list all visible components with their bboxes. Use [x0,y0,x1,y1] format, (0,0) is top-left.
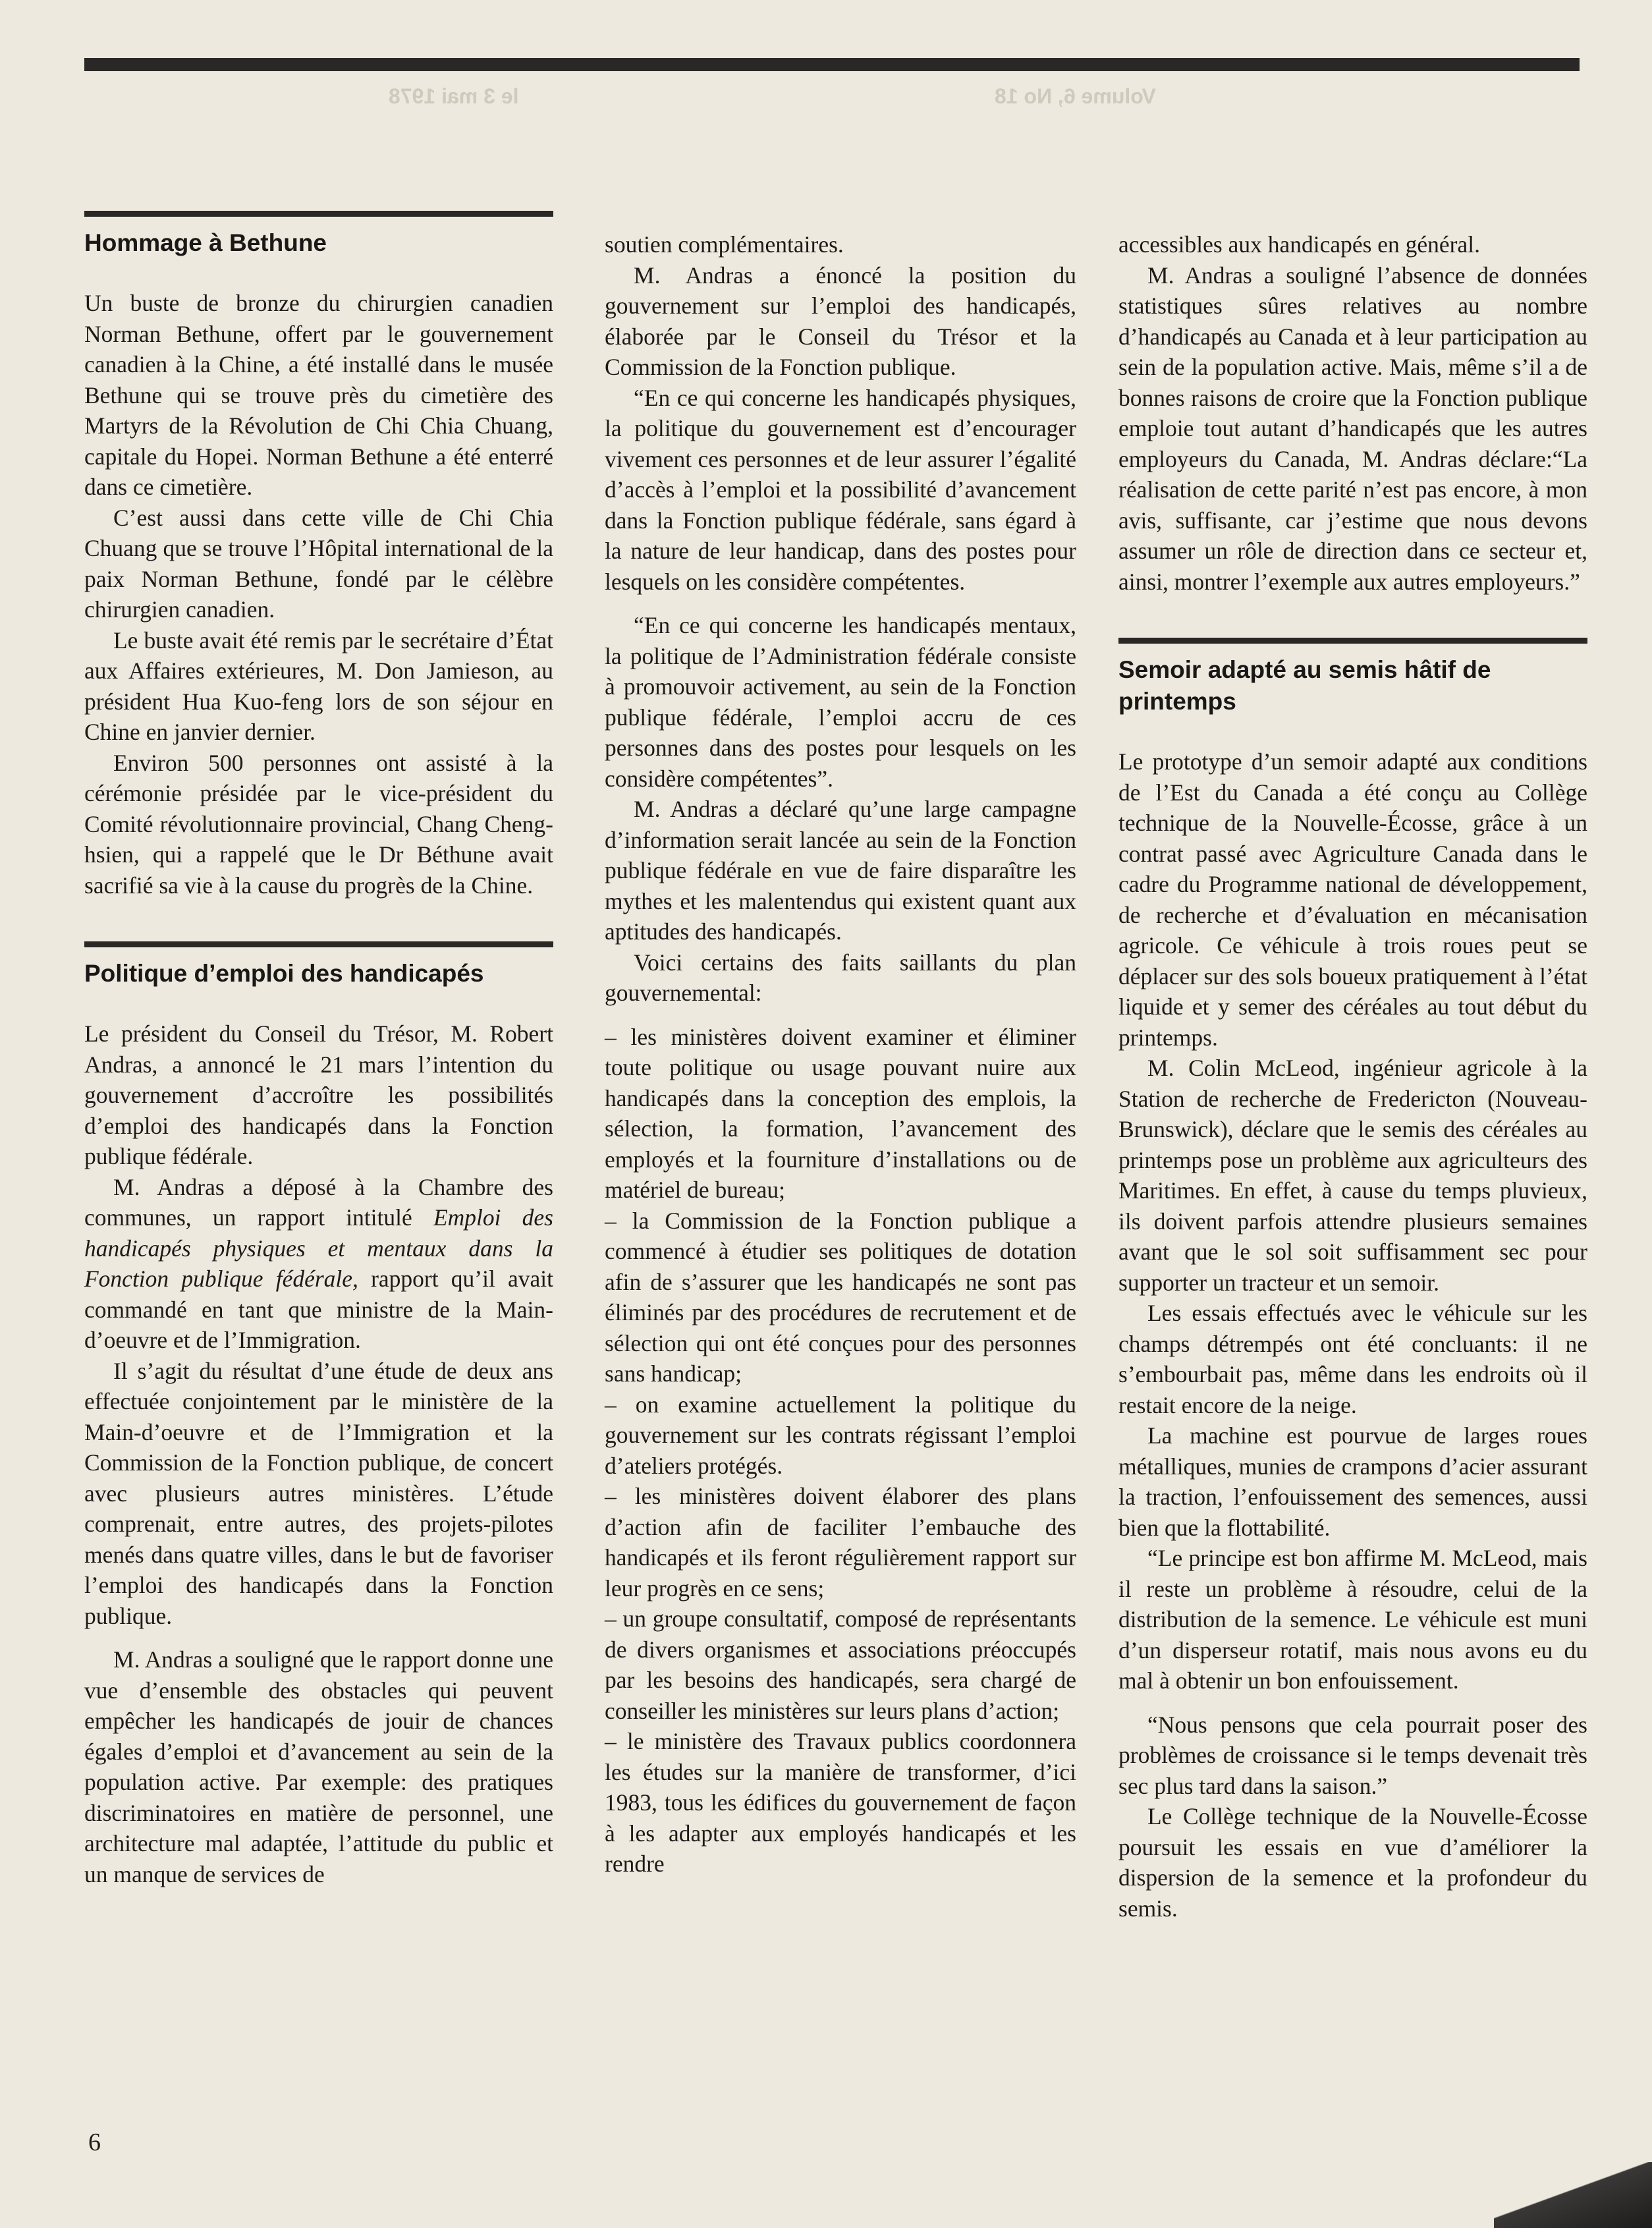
paragraph: Le buste avait été remis par le secrétaire d’État aux Affaires extérieures, M. Don Jamieson, au président Hua Kuo-feng lors de son séjour en Chine en janvier dernier. [84,627,553,745]
paragraph: Les essais effectués avec le véhicule sur les champs détrempés ont été concluants: il ne s’embourbait pas, même dans les endroits où il restait encore de la neige. [1118,1300,1587,1418]
paragraph: M. Colin McLeod, ingénieur agricole à la Station de recherche de Fredericton (Nouveau-Brunswick), déclare que le semis des céréales au printemps pose un problème aux agriculteurs des Maritimes. En effet, à cause du temps pluvieux, ils doivent parfois attendre plusieurs semaines avant que le sol soit suffisamment sec pour supporter un tracteur et un semoir. [1118,1055,1587,1296]
article-title-semoir: Semoir adapté au semis hâtif de printemps [1118,656,1491,715]
list-item: – les ministères doivent examiner et éliminer toute politique ou usage pouvant nuire aux handicapés dans la conception des emplois, la sélection, la formation, l’avancement des employés et la fourniture d’installations ou de matériel de bureau; [605,1023,1076,1203]
paragraph: Voici certains des faits saillants du plan gouvernemental: [605,949,1076,1006]
paragraph: soutien complémentaires. [605,231,844,258]
report-title: Emploi des handicapés physiques et mentaux dans la Fonction publique fédérale, [84,1204,553,1292]
paragraph: M. Andras a souligné que le rapport donne une vue d’ensemble des obstacles qui peuvent empêcher les handicapés de jouir de chances égales d’emploi et d’avancement au sein de la population active. Par exemple: des pratiques discriminatoires en matière de personnel, une architecture mal adaptée, l’attitude du public et un manque de services de [84,1646,553,1887]
paragraph: Le prototype d’un semoir adapté aux conditions de l’Est du Canada a été conçu au Collège technique de la Nouvelle-Écosse, grâce à un contrat passé avec Agriculture Canada dans le cadre du Programme national de développement, de recherche et d’évaluation en mécanisation agricole. Ce véhicule à trois roues peut se déplacer sur des sols boueux pratiquement à l’état liquide et y semer des céréales au tout début du printemps. [1118,748,1587,1051]
list-item: – les ministères doivent élaborer des plans d’action afin de faciliter l’embauche des handicapés et ils feront régulièrement rapport sur leur progrès en ce sens; [605,1483,1076,1601]
paragraph: M. Andras a déclaré qu’une large campagne d’information serait lancée au sein de la Fonction publique fédérale en vue de faire disparaître les mythes et les malentendus qui existent quant aux aptitudes des handicapés. [605,796,1076,945]
paragraph: “En ce qui concerne les handicapés physiques, la politique du gouvernement est d’encourager vivement ces personnes et de leur assurer l’égalité d’accès à l’emploi et la possibilité d’avancement dans la Fonction publique fédérale, sans égard à la nature de leur handicap, dans des postes pour lesquels on les considère compétentes. [605,384,1076,595]
column-3 [1118,229,1587,1924]
paragraph: M. Andras a déposé à la Chambre des communes, un rapport intitulé Emploi des handicapés physiques et mentaux dans la Fonction publique fédérale, rapport qu’il avait commandé en tant que ministre de la Main-d’oeuvre et de l’Immigration. [84,1173,553,1353]
top-rule [84,58,1580,71]
article-title-handicapes: Politique d’emploi des handicapés [84,960,484,987]
bleed-through-date: le 3 mai 1978 [389,84,519,108]
article-title-bethune: Hommage à Bethune [84,229,327,256]
list-item: – le ministère des Travaux publics coordonnera les études sur la manière de transformer, d’ici 1983, tous les édifices du gouvernement de façon à les adapter aux employés handicapés et les rendre [605,1728,1076,1877]
list-item: – on examine actuellement la politique du gouvernement sur les contrats régissant l’emploi d’ateliers protégés. [605,1391,1076,1479]
paragraph: accessibles aux handicapés en général. [1118,231,1481,258]
paragraph: M. Andras a énoncé la position du gouvernement sur l’emploi des handicapés, élaborée par le Conseil du Trésor et la Commission de la Fonction publique. [605,262,1076,380]
paragraph: “Le principe est bon affirme M. McLeod, mais il reste un problème à résoudre, celui de la distribution de la semence. Le véhicule est muni d’un disperseur rotatif, mais nous avons eu du mal à obtenir un bon enfouissement. [1118,1545,1587,1694]
paragraph: Environ 500 personnes ont assisté à la cérémonie présidée par le vice-président du Comité révolutionnaire provincial, Chang Cheng-hsien, qui a rappelé que le Dr Béthune avait sacrifié sa vie à la cause du progrès de la Chine. [84,749,553,899]
article-rule [84,941,553,947]
page-number: 6 [88,2129,101,2156]
paragraph: Il s’agit du résultat d’une étude de deux ans effectuée conjointement par le ministère de la Main-d’oeuvre et de l’Immigration et la Commission de la Fonction publique, de concert avec plusieurs autres ministères. L’étude comprenait, entre autres, des projets-pilotes menés dans quatre villes, dans le but de favoriser l’emploi des handicapés dans la Fonction publique. [84,1357,553,1629]
paragraph: M. Andras a souligné l’absence de données statistiques sûres relatives au nombre d’handicapés au Canada et à leur participation au sein de la population active. Mais, même s’il a de bonnes raisons de croire que la Fonction publique emploie tout autant d’handicapés que les autres employeurs du Canada, M. Andras déclare:“La réalisation de cette parité n’est pas encore, à mon avis, suffisante, car j’estime que nous devons assumer un rôle de direction dans ce secteur et, ainsi, montrer l’exemple aux autres employeurs.” [1118,262,1587,595]
article-rule [84,211,553,217]
list-item: – la Commission de la Fonction publique a commencé à étudier ses politiques de dotation afin de s’assurer que les handicapés ne sont pas éliminés par des procédures de recrutement et de sélection qui ont été conçues pour des personnes sans handicap; [605,1207,1076,1387]
column-2 [605,229,1076,1880]
page-corner-shadow [1494,2162,1652,2228]
article-rule [1118,638,1587,644]
paragraph: Le Collège technique de la Nouvelle-Écosse poursuit les essais en vue d’améliorer la dispersion de la semence et la profondeur du semis. [1118,1803,1587,1922]
paragraph: “En ce qui concerne les handicapés mentaux, la politique de l’Administration fédérale consiste à promouvoir activement, au sein de la Fonction publique fédérale, l’emploi accru de ces personnes dans des postes pour lesquels on les considère compétentes”. [605,612,1076,792]
column-1 [84,211,553,1889]
paragraph: C’est aussi dans cette ville de Chi Chia Chuang que se trouve l’Hôpital international de la paix Norman Bethune, fondé par le célèbre chirurgien canadien. [84,504,553,623]
list-item: – un groupe consultatif, composé de représentants de divers organismes et associations préoccupés par les besoins des handicapés, sera chargé de conseiller les ministères sur leurs plans d’action; [605,1605,1076,1724]
paragraph: Un buste de bronze du chirurgien canadien Norman Bethune, offert par le gouvernement canadien à la Chine, a été installé dans le musée Bethune qui se trouve près du cimetière des Martyrs de la Révolution de Chi Chia Chuang, capitale du Hopei. Norman Bethune a été enterré dans ce cimetière. [84,290,553,500]
paragraph: Le président du Conseil du Trésor, M. Robert Andras, a annoncé le 21 mars l’intention du gouvernement d’accroître les possibilités d’emploi des handicapés dans la Fonction publique fédérale. [84,1020,553,1169]
paragraph: La machine est pourvue de larges roues métalliques, munies de crampons d’acier assurant la traction, l’enfouissement des semences, aussi bien que la flottabilité. [1118,1422,1587,1541]
bleed-through-volume: Volume 6, No 18 [995,84,1156,108]
paragraph: “Nous pensons que cela pourrait poser des problèmes de croissance si le temps devenait très sec plus tard dans la saison.” [1118,1711,1587,1799]
